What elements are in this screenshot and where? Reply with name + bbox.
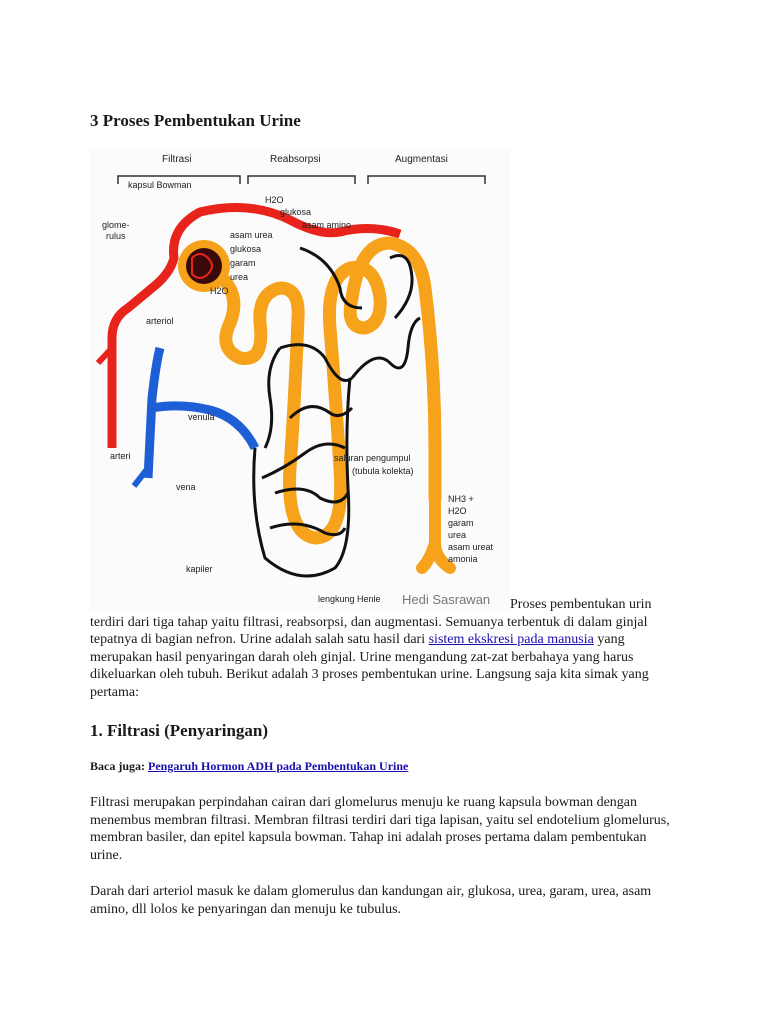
- section-heading-filtrasi: 1. Filtrasi (Penyaringan): [90, 721, 269, 740]
- label-h2o-2: H2O: [210, 286, 229, 296]
- label-h2o-3: H2O: [448, 506, 467, 516]
- nephron-illustration: [90, 148, 510, 610]
- label-venula: venula: [188, 412, 215, 422]
- collecting-duct: [422, 498, 450, 568]
- label-glome: glome-: [102, 220, 130, 230]
- label-glukosa-2: glukosa: [230, 244, 262, 254]
- label-asam-ureat: asam ureat: [448, 542, 494, 552]
- label-garam-2: garam: [448, 518, 474, 528]
- nephron-diagram: [90, 148, 510, 610]
- header-filtrasi: Filtrasi: [162, 154, 192, 165]
- link-hormon-adh[interactable]: Pengaruh Hormon ADH pada Pembentukan Urine: [148, 759, 409, 773]
- label-asam-amino: asam amino: [302, 220, 352, 230]
- label-lengkung-henle: lengkung Henle: [318, 594, 381, 604]
- baca-juga-label: Baca juga:: [90, 759, 148, 773]
- label-arteriol: arteriol: [146, 316, 174, 326]
- label-rulus: rulus: [106, 231, 126, 241]
- label-asam-urea: asam urea: [230, 230, 273, 240]
- label-vena: vena: [176, 482, 196, 492]
- page-title: 3 Proses Pembentukan Urine: [90, 111, 301, 130]
- paragraph-filtrasi-2: Darah dari arteriol masuk ke dalam glomerulus dan kandungan air, glukosa, urea, garam, urea, asam amino, dll lolos ke penyaringan dan menuju ke tubulus.: [90, 884, 652, 917]
- header-reabsorpsi: Reabsorpsi: [270, 154, 321, 165]
- baca-juga: [90, 759, 408, 774]
- label-kapiler: kapiler: [186, 564, 213, 574]
- header-augmentasi: Augmentasi: [395, 154, 448, 165]
- label-garam: garam: [230, 258, 256, 268]
- label-arteri: arteri: [110, 451, 131, 461]
- label-urea: urea: [230, 272, 249, 282]
- label-glukosa: glukosa: [280, 207, 312, 217]
- label-h2o: H2O: [265, 195, 284, 205]
- intro-text-1: Proses pembentukan urin terdiri dari tiga tahap yaitu filtrasi, reabsorpsi, dan augmentasi. Semuanya terbentuk di dalam ginjal tepatnya di bagian nefron. Urine adalah salah satu hasil dari: [90, 597, 652, 647]
- watermark: Hedi Sasrawan: [402, 592, 491, 607]
- intro-paragraph: [90, 596, 680, 701]
- intro-text-2: yang merupakan hasil penyaringan darah oleh ginjal. Urine mengandung zat-zat berbahaya yang harus dikeluarkan oleh tubuh. Berikut adalah 3 proses pembentukan urine. Langsung saja kita simak yang pertama:: [90, 632, 649, 700]
- label-amonia: amonia: [448, 554, 478, 564]
- label-tubula-kolekta: (tubula kolekta): [352, 466, 414, 476]
- label-urea-2: urea: [448, 530, 467, 540]
- label-saluran-pengumpul: saluran pengumpul: [334, 453, 411, 463]
- link-sistem-ekskresi[interactable]: sistem ekskresi pada manusia: [428, 632, 594, 647]
- label-kapsul-bowman: kapsul Bowman: [128, 180, 192, 190]
- label-nh3: NH3 +: [448, 494, 474, 504]
- paragraph-filtrasi-1: Filtrasi merupakan perpindahan cairan dari glomelurus menuju ke ruang kapsula bowman dengan menembus membran filtrasi. Membran filtrasi terdiri dari tiga lapisan, yaitu sel endotelium glomelurus, membran basiler, dan epitel kapsula bowman. Tahap ini adalah proses pertama dalam pembentukan urine.: [90, 795, 670, 863]
